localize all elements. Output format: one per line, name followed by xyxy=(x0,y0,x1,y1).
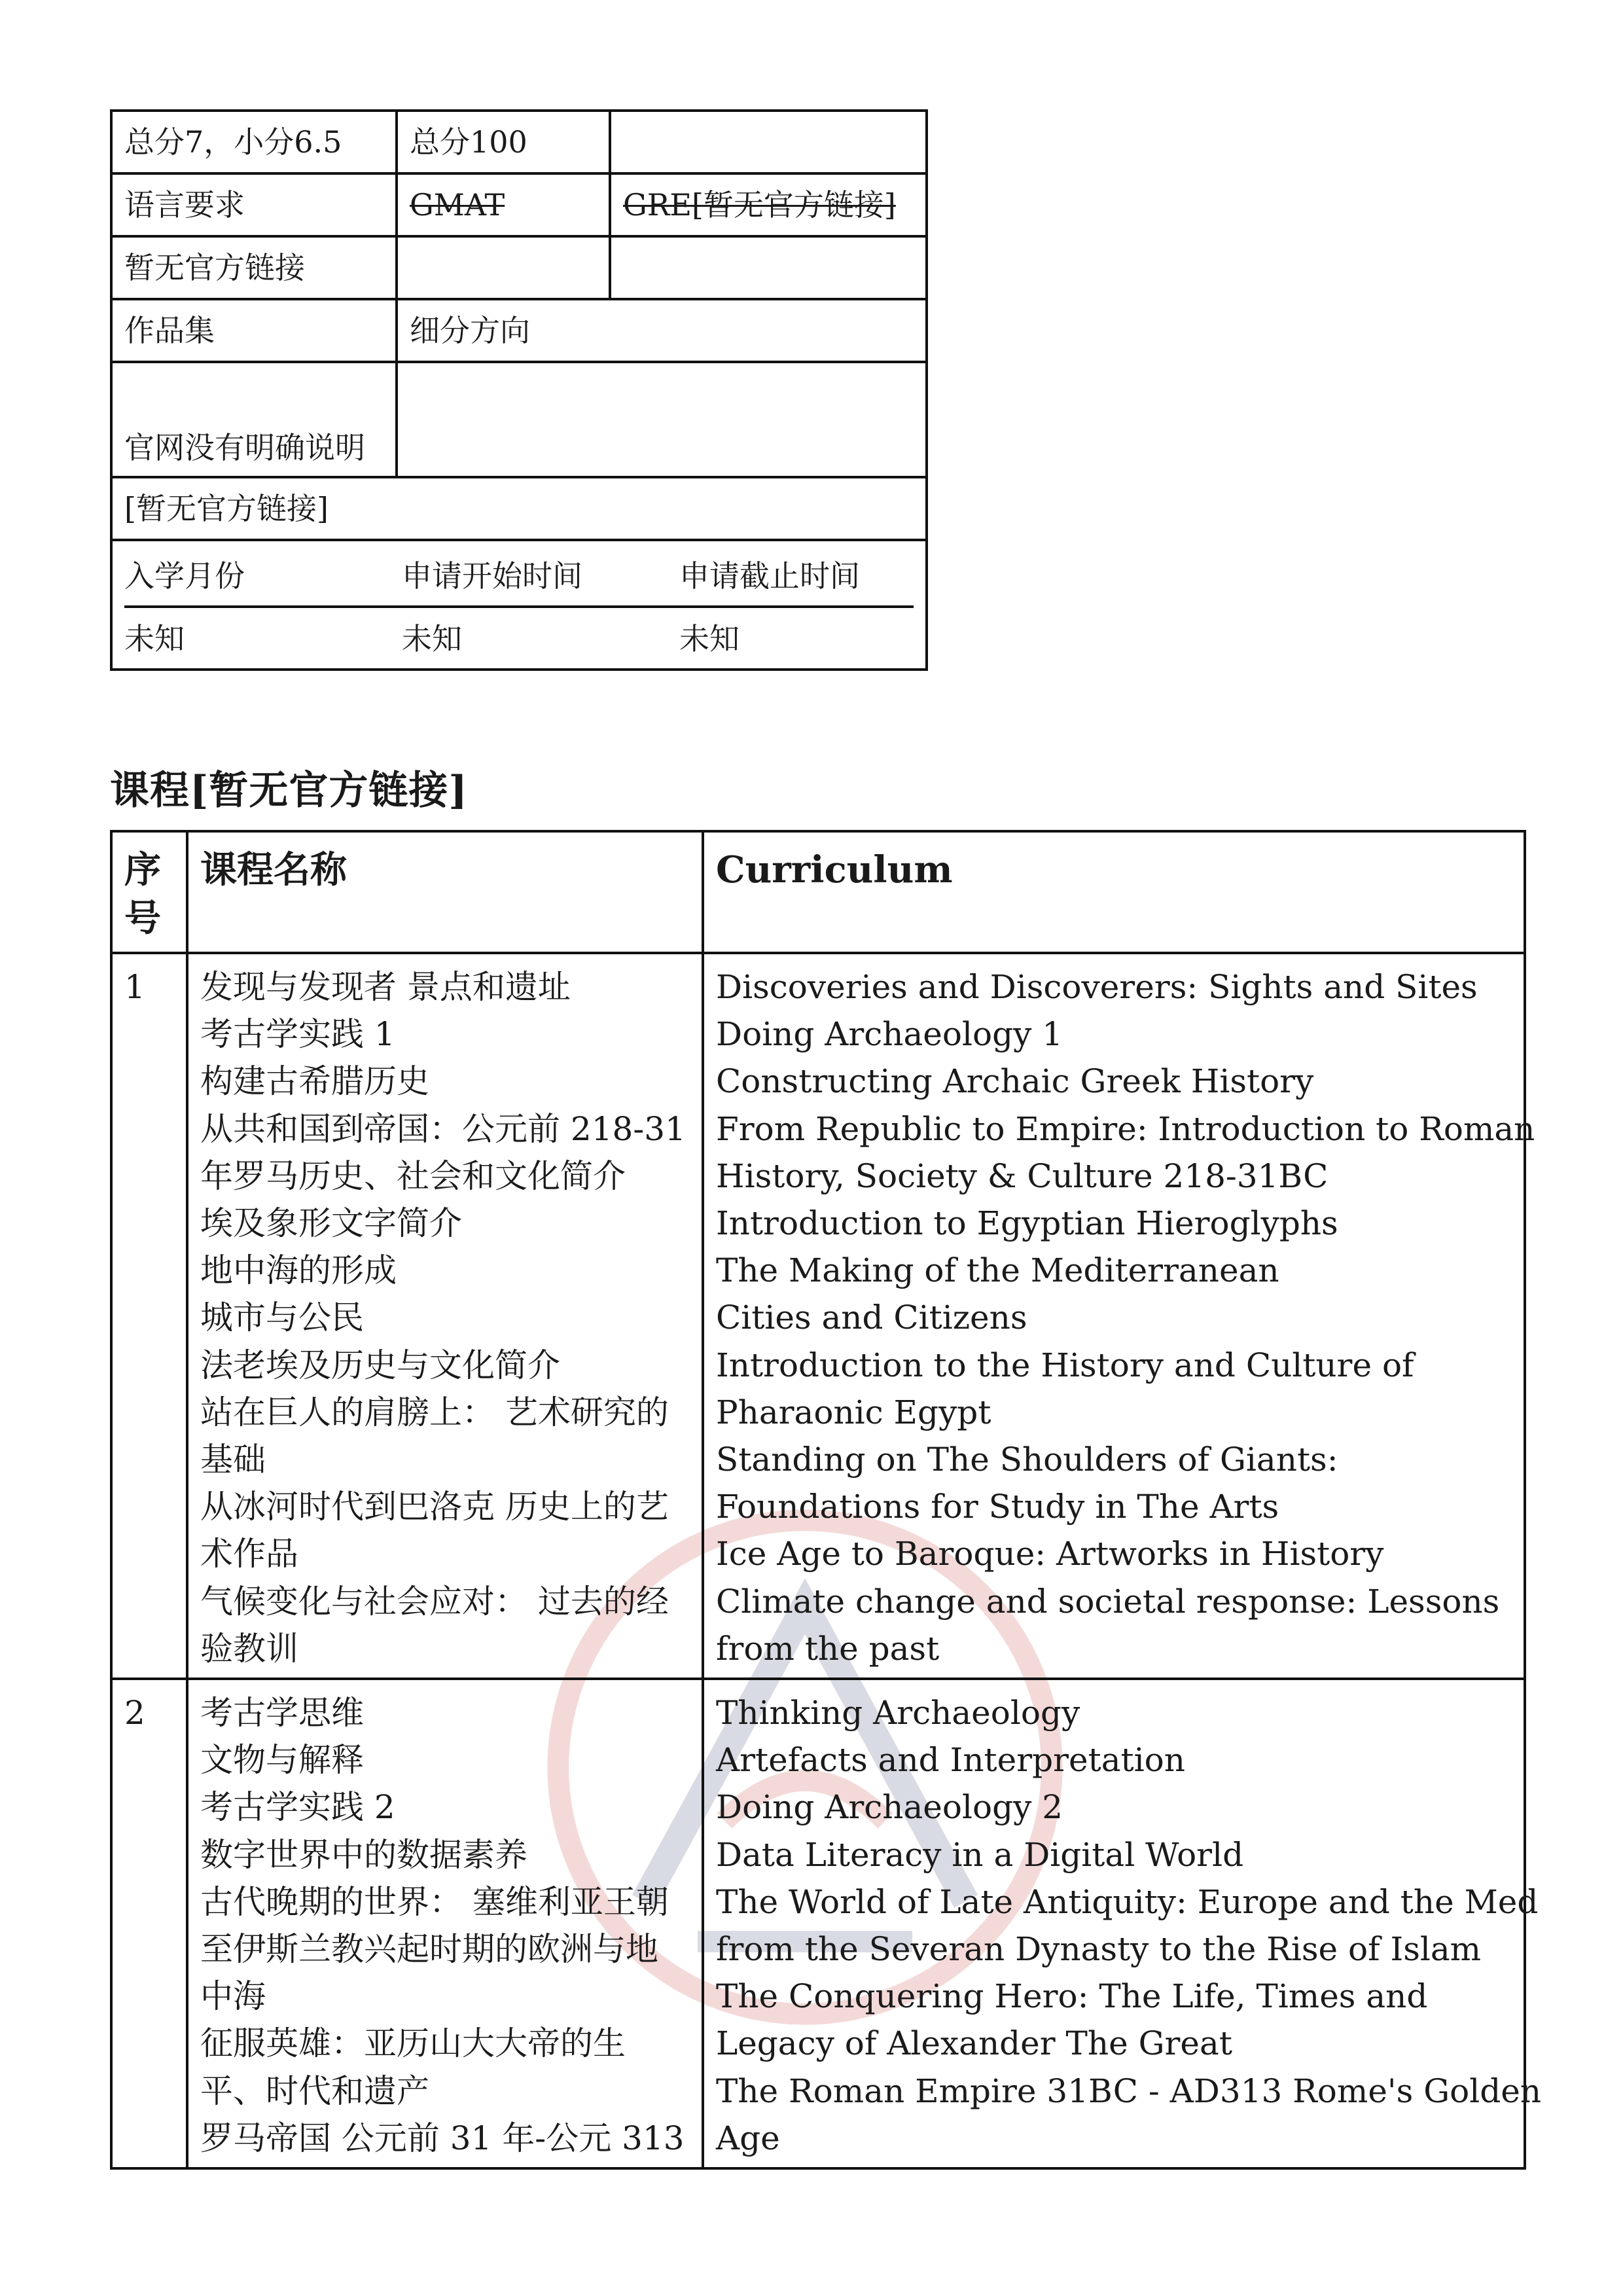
course-line-cn: 年罗马历史、社会和文化简介 xyxy=(200,1157,626,1195)
course-line-cn: 气候变化与社会应对： 过去的经 xyxy=(200,1582,669,1621)
course-line-cn: 法老埃及历史与文化简介 xyxy=(200,1346,560,1384)
course-line-cn: 考古学实践 1 xyxy=(200,1015,395,1054)
course-line-en: Foundations for Study in The Arts xyxy=(716,1488,1279,1526)
portfolio-label: 作品集 xyxy=(111,299,397,362)
score-row xyxy=(111,111,927,173)
course-line-en: Constructing Archaic Greek History xyxy=(716,1062,1314,1101)
course-line-en: The Roman Empire 31BC - AD313 Rome's Golden xyxy=(716,2072,1542,2110)
course-line-en: Ice Age to Baroque: Artworks in History xyxy=(716,1535,1384,1573)
course-line-en: From Republic to Empire: Introduction to Roman xyxy=(716,1109,1535,1148)
apply-start-header: 申请开始时间 xyxy=(402,541,679,608)
link-note-row xyxy=(111,477,927,540)
courses-heading: 课程[暂无官方链接] xyxy=(110,768,468,814)
course-line-cn: 考古学思维 xyxy=(200,1694,364,1732)
course-line-en: Data Literacy in a Digital World xyxy=(716,1835,1244,1874)
empty-cell xyxy=(610,111,927,173)
course-line-en: Climate change and societal response: Lessons xyxy=(716,1582,1500,1621)
empty-cell xyxy=(610,236,927,299)
courses-header-row xyxy=(111,831,1525,953)
course-line-cn: 埃及象形文字简介 xyxy=(200,1204,462,1243)
course-line-cn: 地中海的形成 xyxy=(200,1251,397,1290)
course-line-en: Introduction to the History and Culture of xyxy=(716,1346,1414,1384)
gmat-cell: GMAT xyxy=(397,173,610,236)
header-no: 序号 xyxy=(111,831,187,953)
course-line-cn: 征服英雄：亚历山大大帝的生 xyxy=(200,2024,626,2063)
course-line-cn: 古代晚期的世界： 塞维利亚王朝 xyxy=(200,1882,669,1921)
course-line-en: Thinking Archaeology xyxy=(716,1694,1080,1732)
course-line-cn: 城市与公民 xyxy=(200,1299,364,1337)
portfolio-note: 官网没有明确说明 xyxy=(111,362,397,477)
direction-label: 细分方向 xyxy=(397,299,927,362)
course-line-cn: 站在巨人的肩膀上： 艺术研究的 xyxy=(200,1393,669,1431)
portfolio-row xyxy=(111,299,927,362)
empty-cell xyxy=(397,362,927,477)
header-name-cn: 课程名称 xyxy=(187,831,703,953)
ielts-score: 总分7，小分6.5 xyxy=(111,111,397,173)
row-number: 1 xyxy=(111,953,187,1679)
requirements-table xyxy=(110,109,928,671)
course-line-cn: 数字世界中的数据素养 xyxy=(200,1835,527,1874)
course-line-cn: 罗马帝国 公元前 31 年-公元 313 xyxy=(200,2119,685,2157)
course-line-en: Doing Archaeology 1 xyxy=(716,1015,1063,1054)
course-line-cn: 基础 xyxy=(200,1441,266,1479)
course-line-cn: 验教训 xyxy=(200,1629,298,1668)
course-line-en: Introduction to Egyptian Hieroglyphs xyxy=(716,1204,1338,1243)
course-line-en: Legacy of Alexander The Great xyxy=(716,2024,1232,2063)
course-row xyxy=(111,1679,1525,2168)
apply-deadline-value: 未知 xyxy=(679,621,740,656)
course-row xyxy=(111,953,1525,1679)
course-line-en: Cities and Citizens xyxy=(716,1299,1027,1337)
dates-row xyxy=(111,540,927,670)
apply-deadline-header: 申请截止时间 xyxy=(679,541,914,608)
course-line-cn: 从共和国到帝国：公元前 218-31 xyxy=(200,1109,686,1148)
toefl-score: 总分100 xyxy=(397,111,610,173)
apply-start-value: 未知 xyxy=(402,621,462,656)
enroll-month-value: 未知 xyxy=(124,621,185,656)
course-line-cn: 发现与发现者 景点和遗址 xyxy=(200,968,571,1006)
course-line-cn: 从冰河时代到巴洛克 历史上的艺 xyxy=(200,1488,669,1526)
course-names-cn xyxy=(187,953,703,1679)
course-line-cn: 文物与解释 xyxy=(200,1741,364,1780)
course-line-en: The Making of the Mediterranean xyxy=(716,1251,1279,1290)
course-line-en: Doing Archaeology 2 xyxy=(716,1788,1063,1827)
course-line-en: Standing on The Shoulders of Giants: xyxy=(716,1441,1338,1479)
course-names-en xyxy=(703,1679,1542,2168)
course-names-en xyxy=(703,953,1535,1679)
dates-grid xyxy=(113,541,925,668)
language-row xyxy=(111,173,927,236)
course-line-cn: 术作品 xyxy=(200,1535,298,1573)
course-names-cn xyxy=(187,1679,703,2168)
course-line-cn: 考古学实践 2 xyxy=(200,1788,395,1827)
course-line-cn: 构建古希腊历史 xyxy=(200,1062,429,1101)
header-curriculum: Curriculum xyxy=(703,831,1525,953)
enroll-month-header: 入学月份 xyxy=(124,541,402,608)
course-line-cn: 中海 xyxy=(200,1977,266,2016)
course-line-en: Age xyxy=(716,2119,780,2157)
portfolio-note-row xyxy=(111,362,927,477)
language-label: 语言要求 xyxy=(111,173,397,236)
row-number: 2 xyxy=(111,1679,187,2168)
gre-cell: GRE[暂无官方链接] xyxy=(610,173,927,236)
link-row xyxy=(111,236,927,299)
course-line-en: from the past xyxy=(716,1629,940,1668)
course-line-en: Discoveries and Discoverers: Sights and Sites xyxy=(716,968,1478,1006)
dates-box xyxy=(111,540,927,670)
empty-cell xyxy=(397,236,610,299)
course-line-en: History, Society & Culture 218-31BC xyxy=(716,1157,1329,1195)
course-line-en: from the Severan Dynasty to the Rise of Islam xyxy=(716,1930,1482,1969)
course-line-cn: 至伊斯兰教兴起时期的欧洲与地 xyxy=(200,1930,658,1969)
course-line-en: Pharaonic Egypt xyxy=(716,1393,991,1431)
course-line-en: The Conquering Hero: The Life, Times and xyxy=(716,1977,1428,2016)
link-note: [暂无官方链接] xyxy=(111,477,927,540)
course-line-cn: 平、时代和遗产 xyxy=(200,2072,429,2110)
course-line-en: Artefacts and Interpretation xyxy=(716,1741,1185,1780)
courses-table xyxy=(110,830,1542,2170)
course-line-en: The World of Late Antiquity: Europe and the Med xyxy=(716,1882,1539,1921)
no-link-cell: 暂无官方链接 xyxy=(111,236,397,299)
